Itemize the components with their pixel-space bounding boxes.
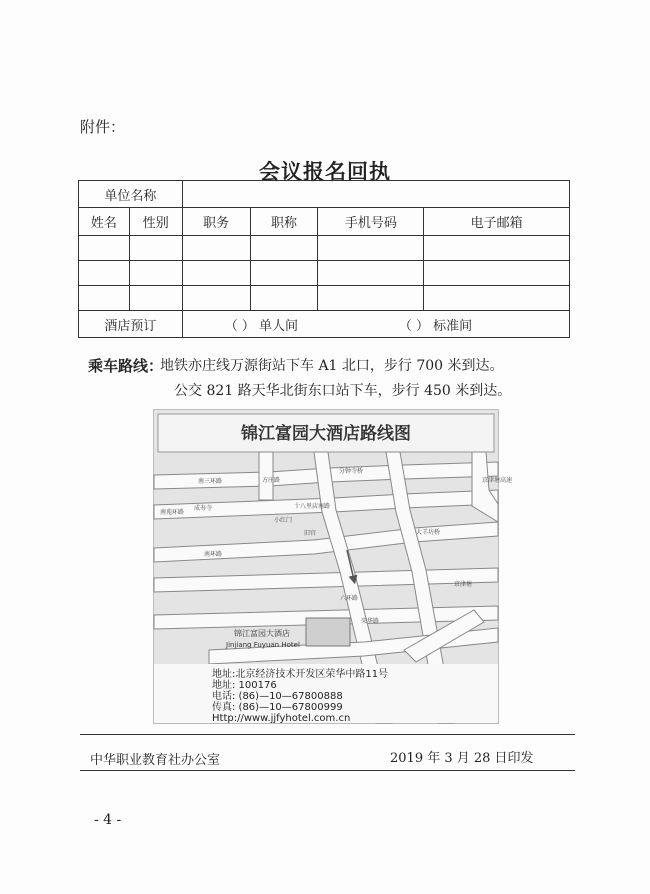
route-subway: 地铁亦庄线万源街站下车 A1 北口，步行 700 米到达。 — [160, 358, 504, 374]
map-road-label: 荣华路 — [361, 618, 380, 625]
map-hotel-name-cn: 锦江富园大酒店 — [234, 629, 290, 638]
route-label: 乘车路线： — [88, 357, 164, 375]
map-road-label: 小红门 — [274, 517, 293, 524]
map-road-label: 大羊坊桥 — [416, 529, 441, 536]
standard-room-option[interactable]: （ ） 标准间 — [398, 318, 473, 334]
route-bus: 公交 821 路天华北街东口站下车，步行 450 米到达。 — [174, 383, 512, 399]
map-title: 锦江富园大酒店路线图 — [241, 424, 411, 444]
map-road-label: 方庄路 — [262, 477, 281, 484]
form-title: 会议报名回执 — [259, 160, 391, 184]
map-fax: 传真: (86)—10—67800999 — [212, 702, 343, 713]
map-phone: 电话: (86)—10—67800888 — [212, 691, 343, 702]
phone-cell[interactable] — [318, 286, 424, 311]
map-road-label: 京津塘高速 — [482, 477, 513, 484]
footer-divider-top — [80, 734, 575, 735]
page-number: - 4 - — [94, 812, 122, 828]
single-room-option[interactable]: （ ） 单人间 — [224, 318, 298, 334]
map-road-label: 南环路 — [204, 551, 223, 558]
col-header-phone: 手机号码 — [318, 208, 424, 236]
map-road-label: 京津塘 — [454, 581, 473, 588]
map-road-label: 成寿寺 — [194, 505, 213, 512]
email-cell[interactable] — [424, 286, 570, 311]
map-address: 地址:北京经济技术开发区荣华中路11号 — [212, 669, 389, 680]
map-road-label: 南三环路 — [198, 478, 223, 485]
map-road-label: 分钟寺桥 — [339, 468, 364, 475]
hotel-row — [79, 311, 570, 338]
col-header-title: 职称 — [250, 208, 318, 236]
unit-name-label: 单位名称 — [79, 181, 183, 208]
email-cell[interactable] — [424, 261, 570, 286]
title-cell[interactable] — [250, 286, 318, 311]
name-cell[interactable] — [79, 261, 130, 286]
title-cell[interactable] — [250, 261, 318, 286]
email-cell[interactable] — [424, 236, 570, 261]
name-cell[interactable] — [79, 286, 130, 311]
map-road-label: 六环路 — [340, 595, 359, 602]
issue-date: 2019 年 3 月 28 日印发 — [390, 751, 534, 766]
table-row — [79, 286, 570, 311]
map-url: Http://www.jjfyhotel.com.cn — [212, 713, 351, 724]
gender-cell[interactable] — [129, 236, 182, 261]
gender-cell[interactable] — [129, 286, 182, 311]
title-cell[interactable] — [250, 236, 318, 261]
map-graphic — [154, 410, 513, 724]
col-header-email: 电子邮箱 — [424, 208, 570, 236]
hotel-label: 酒店预订 — [79, 311, 183, 338]
name-cell[interactable] — [79, 236, 130, 261]
col-header-gender: 性别 — [129, 208, 182, 236]
map-road-label: 南苑环路 — [160, 509, 185, 516]
position-cell[interactable] — [182, 236, 250, 261]
header-row — [79, 208, 570, 236]
table-row — [79, 236, 570, 261]
registration-form-table — [78, 180, 570, 338]
map-road-label: 十八里店南路 — [294, 503, 331, 510]
issuing-office: 中华职业教育社办公室 — [90, 753, 221, 768]
phone-cell[interactable] — [318, 236, 424, 261]
map-hotel-name-en: Jinjiang Fuyuan Hotel — [226, 641, 300, 649]
map-road-label: 旧宫 — [304, 530, 317, 537]
route-map — [153, 409, 513, 724]
phone-cell[interactable] — [318, 261, 424, 286]
gender-cell[interactable] — [129, 261, 182, 286]
unit-name-row — [79, 181, 570, 208]
col-header-name: 姓名 — [79, 208, 130, 236]
hotel-building-icon — [306, 618, 350, 646]
col-header-position: 职务 — [182, 208, 250, 236]
position-cell[interactable] — [182, 286, 250, 311]
footer-divider-bottom — [80, 770, 575, 771]
position-cell[interactable] — [182, 261, 250, 286]
map-postcode: 地址: 100176 — [212, 680, 277, 691]
hotel-options — [182, 311, 569, 338]
unit-name-cell[interactable] — [182, 181, 569, 208]
attachment-label: 附件： — [80, 118, 126, 136]
table-row — [79, 261, 570, 286]
